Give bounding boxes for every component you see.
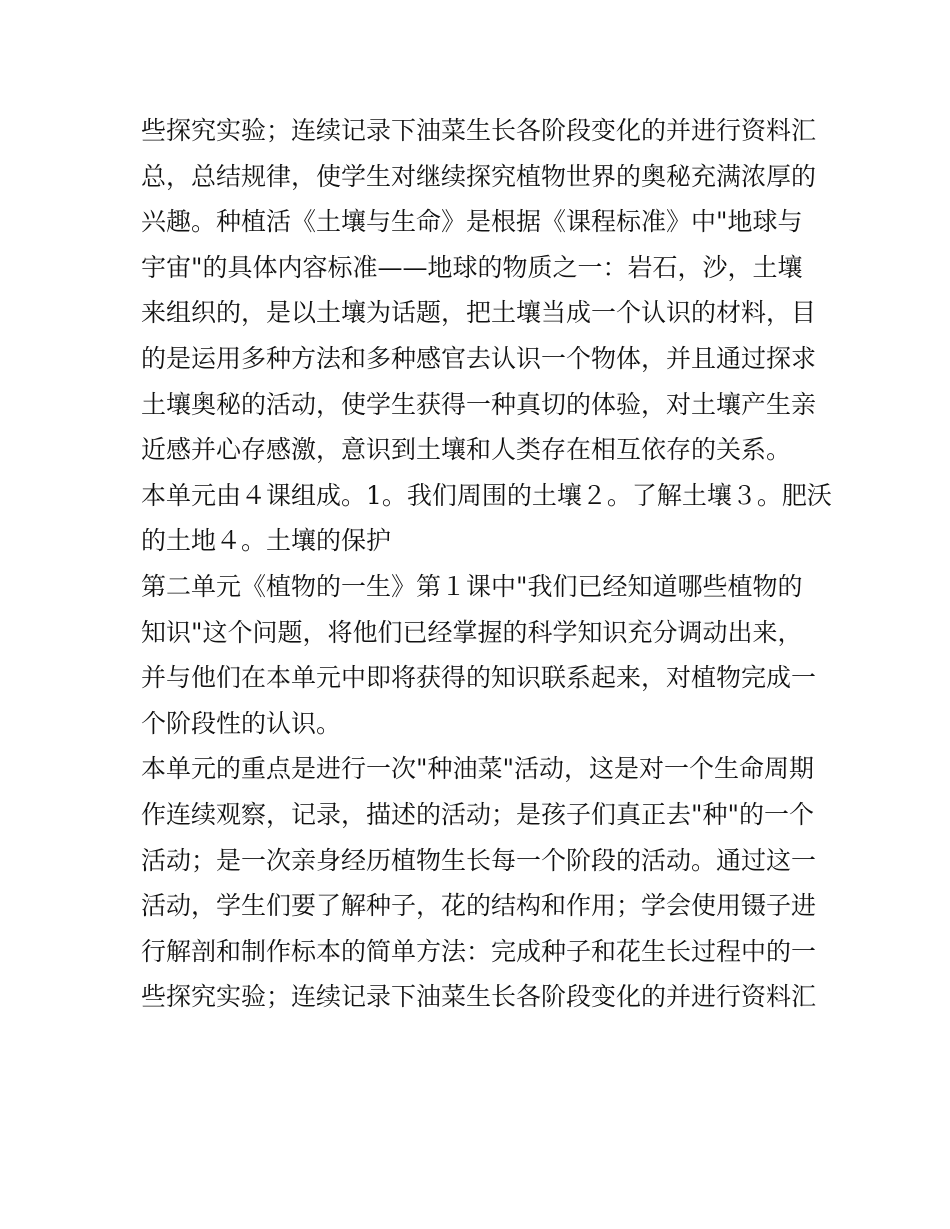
paragraph-3 (141, 564, 816, 746)
text-line: 本单元由４课组成。1。我们周围的土壤２。了解土壤３。肥沃 (141, 480, 832, 510)
text-line: 活动；是一次亲身经历植物生长每一个阶段的活动。通过这一 (141, 845, 817, 875)
paragraph-2 (141, 473, 832, 564)
text-line: 总，总结规律，使学生对继续探究植物世界的奥秘充满浓厚的 (141, 161, 817, 191)
text-line: 些探究实验；连续记录下油菜生长各阶段变化的并进行资料汇 (141, 116, 817, 145)
text-line: 兴趣。种植活《土壤与生命》是根据《课程标准》中"地球与 (141, 207, 803, 237)
text-line: 本单元的重点是进行一次"种油菜"活动，这是对一个生命周期 (141, 754, 815, 784)
text-line: 来组织的，是以土壤为话题，把土壤当成一个认识的材料，目 (141, 298, 817, 328)
text-line: 作连续观察，记录，描述的活动；是孩子们真正去"种"的一个 (141, 799, 815, 829)
paragraph-1 (141, 108, 816, 473)
text-line: 近感并心存感激，意识到土壤和人类存在相互依存的关系。 (141, 435, 792, 465)
text-line: 活动，学生们要了解种子，花的结构和作用；学会使用镊子进 (141, 891, 817, 921)
text-line: 第二单元《植物的一生》第１课中"我们已经知道哪些植物的 (141, 571, 803, 601)
text-line: 些探究实验；连续记录下油菜生长各阶段变化的并进行资料汇 (141, 982, 817, 1012)
text-line: 的是运用多种方法和多种感官去认识一个物体，并且通过探求 (141, 343, 817, 373)
text-line: 知识"这个问题，将他们已经掌握的科学知识充分调动出来， (141, 617, 803, 647)
text-line: 行解剖和制作标本的简单方法：完成种子和花生长过程中的一 (141, 936, 817, 966)
text-line: 宇宙"的具体内容标准——地球的物质之一：岩石，沙，土壤 (141, 252, 803, 282)
text-line: 个阶段性的认识。 (141, 708, 342, 738)
document-body (141, 108, 832, 1020)
paragraph-4 (141, 746, 816, 1020)
text-line: 并与他们在本单元中即将获得的知识联系起来，对植物完成一 (141, 663, 817, 693)
text-line: 土壤奥秘的活动，使学生获得一种真切的体验，对土壤产生亲 (141, 389, 817, 419)
text-line: 的土地４。土壤的保护 (141, 526, 392, 556)
